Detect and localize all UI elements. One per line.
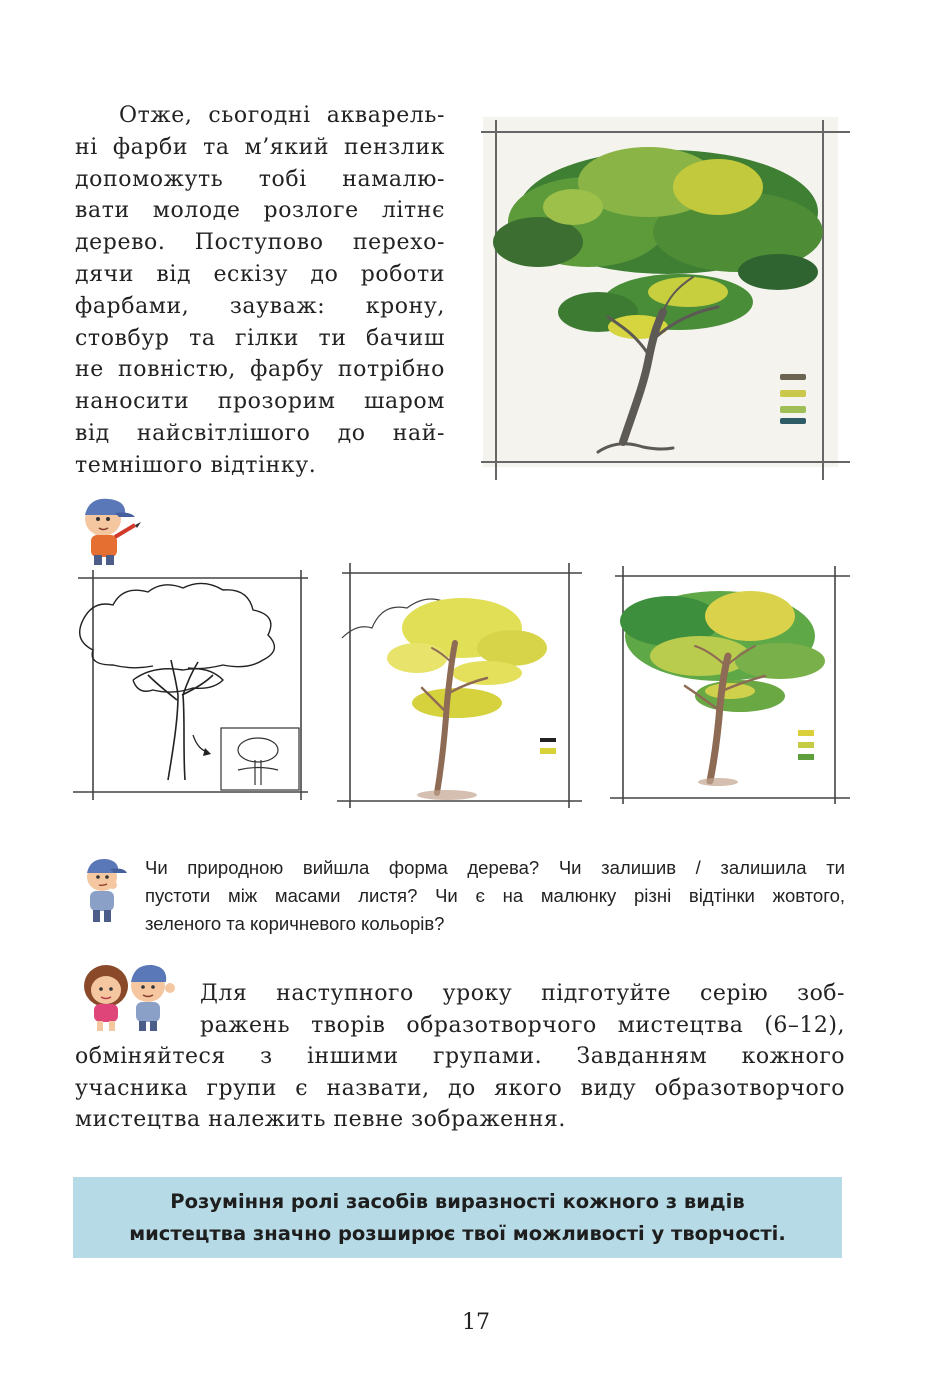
intro-line: від найсвітлішого до най- [75, 420, 445, 446]
intro-line: фарбами, зауваж: крону, [75, 293, 445, 319]
sketch-crown-outline [80, 583, 275, 692]
thinking-boy-icon [80, 855, 128, 925]
intro-line: дячи від ескізу до роботи [75, 261, 445, 287]
step2-yellow-crown [387, 598, 547, 718]
intro-line: дерево. Поступово перехо- [75, 230, 445, 256]
task-line: обміняйтеся з іншими групами. Завданням кожного [75, 1044, 845, 1069]
question-line: пустоти між масами листя? Чи є на малюнку різні відтінки жовтого, [145, 885, 845, 906]
intro-line: не повністю, фарбу потрібно [75, 357, 445, 383]
step2-first-wash-illustration [337, 563, 582, 808]
intro-line: стовбур та гілки ти бачиш [75, 325, 445, 351]
step3-color-swatches [798, 730, 814, 760]
task-line: учасника групи є назвати, до якого виду образотворчого [75, 1075, 845, 1101]
key-idea-line: мистецтва значно розширює твої можливості у творчості. [129, 1221, 786, 1245]
intro-line: Отже, сьогодні акварель- [119, 103, 445, 128]
key-idea-box [73, 1177, 842, 1258]
sketch-thumbnail [221, 728, 299, 790]
task-line: ражень творів образотворчого мистецтва (6–12), [200, 1012, 845, 1038]
sketch-trunk [148, 660, 213, 780]
intro-line: ні фарби та м’який пензлик [75, 134, 445, 160]
intro-line: темнішого відтінку. [75, 452, 317, 478]
intro-line: допоможуть тобі намалю- [75, 166, 445, 192]
step2-color-swatches [540, 738, 556, 754]
question-line: зеленого та коричневого кольорів? [145, 913, 445, 934]
key-idea-line: Розуміння ролі засобів виразності кожного з видів [170, 1189, 745, 1213]
boy-with-pencil-icon [75, 495, 141, 567]
group-task-paragraph [75, 978, 845, 1136]
intro-line: наносити прозорим шаром [75, 389, 445, 415]
task-line: мистецтва належить певне зображення. [75, 1107, 566, 1132]
intro-paragraph [75, 100, 445, 482]
step3-finished-illustration [610, 566, 850, 804]
intro-line: вати молоде розлоге літнє [75, 198, 445, 224]
page-number: 17 [462, 1310, 490, 1335]
self-check-questions [145, 854, 845, 938]
question-line: Чи природною вийшла форма дерева? Чи залишив / залишила ти [145, 857, 845, 878]
task-line: Для наступного уроку підготуйте серію зоб- [200, 981, 845, 1006]
main-tree-illustration [478, 112, 853, 482]
step1-sketch-illustration [73, 570, 308, 800]
